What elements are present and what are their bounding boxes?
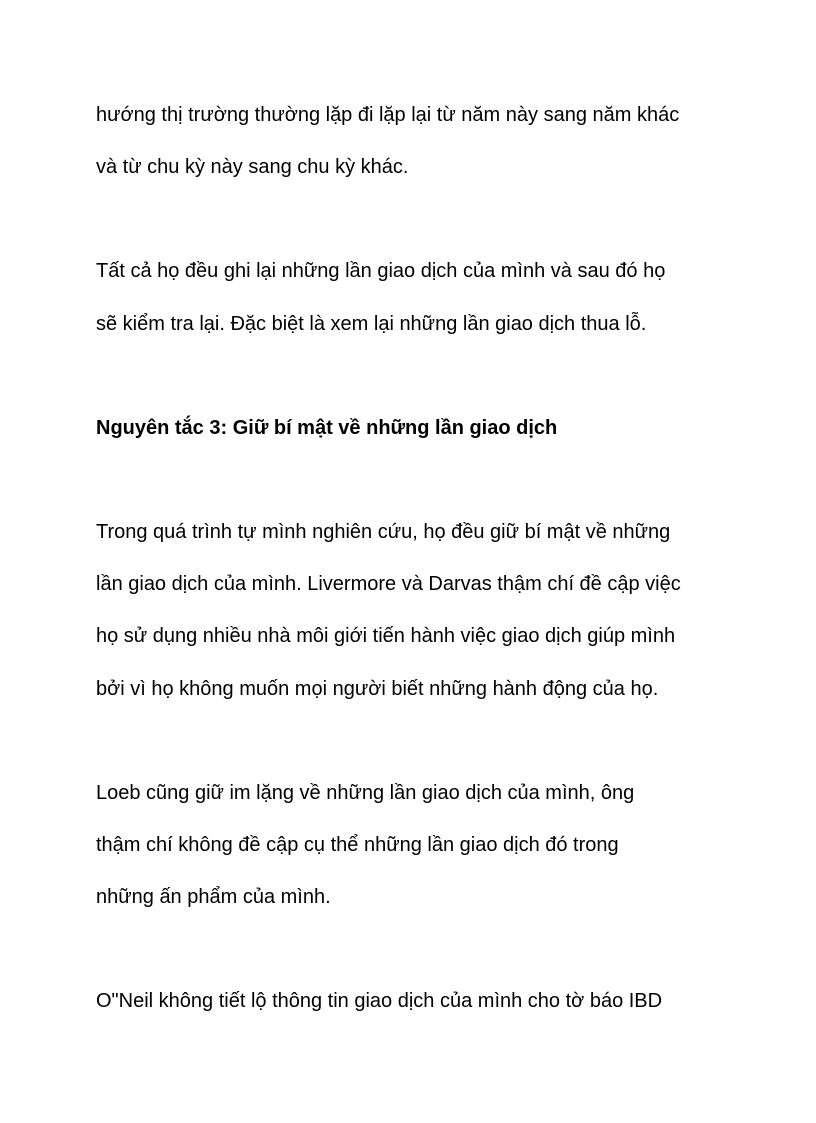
text-line: Loeb cũng giữ im lặng về những lần giao dịch của mình, ông: [96, 782, 635, 804]
text-line: thậm chí không đề cập cụ thể những lần giao dịch đó trong: [96, 834, 619, 856]
text-line: Trong quá trình tự mình nghiên cứu, họ đều giữ bí mật về những: [96, 521, 671, 543]
text-line: lần giao dịch của mình. Livermore và Darvas thậm chí đề cập việc: [96, 573, 681, 595]
text-line: những ấn phẩm của mình.: [96, 886, 331, 908]
text-line: O"Neil không tiết lộ thông tin giao dịch của mình cho tờ báo IBD: [96, 990, 663, 1012]
text-line: họ sử dụng nhiều nhà môi giới tiến hành việc giao dịch giúp mình: [96, 625, 676, 647]
text-line: sẽ kiểm tra lại. Đặc biệt là xem lại những lần giao dịch thua lỗ.: [96, 313, 647, 335]
text-line: và từ chu kỳ này sang chu kỳ khác.: [96, 156, 409, 178]
text-line: hướng thị trường thường lặp đi lặp lại từ năm này sang năm khác: [96, 104, 680, 126]
section-heading: Nguyên tắc 3: Giữ bí mật về những lần giao dịch: [96, 417, 558, 439]
text-line: bởi vì họ không muốn mọi người biết những hành động của họ.: [96, 678, 659, 700]
text-line: Tất cả họ đều ghi lại những lần giao dịch của mình và sau đó họ: [96, 260, 666, 282]
